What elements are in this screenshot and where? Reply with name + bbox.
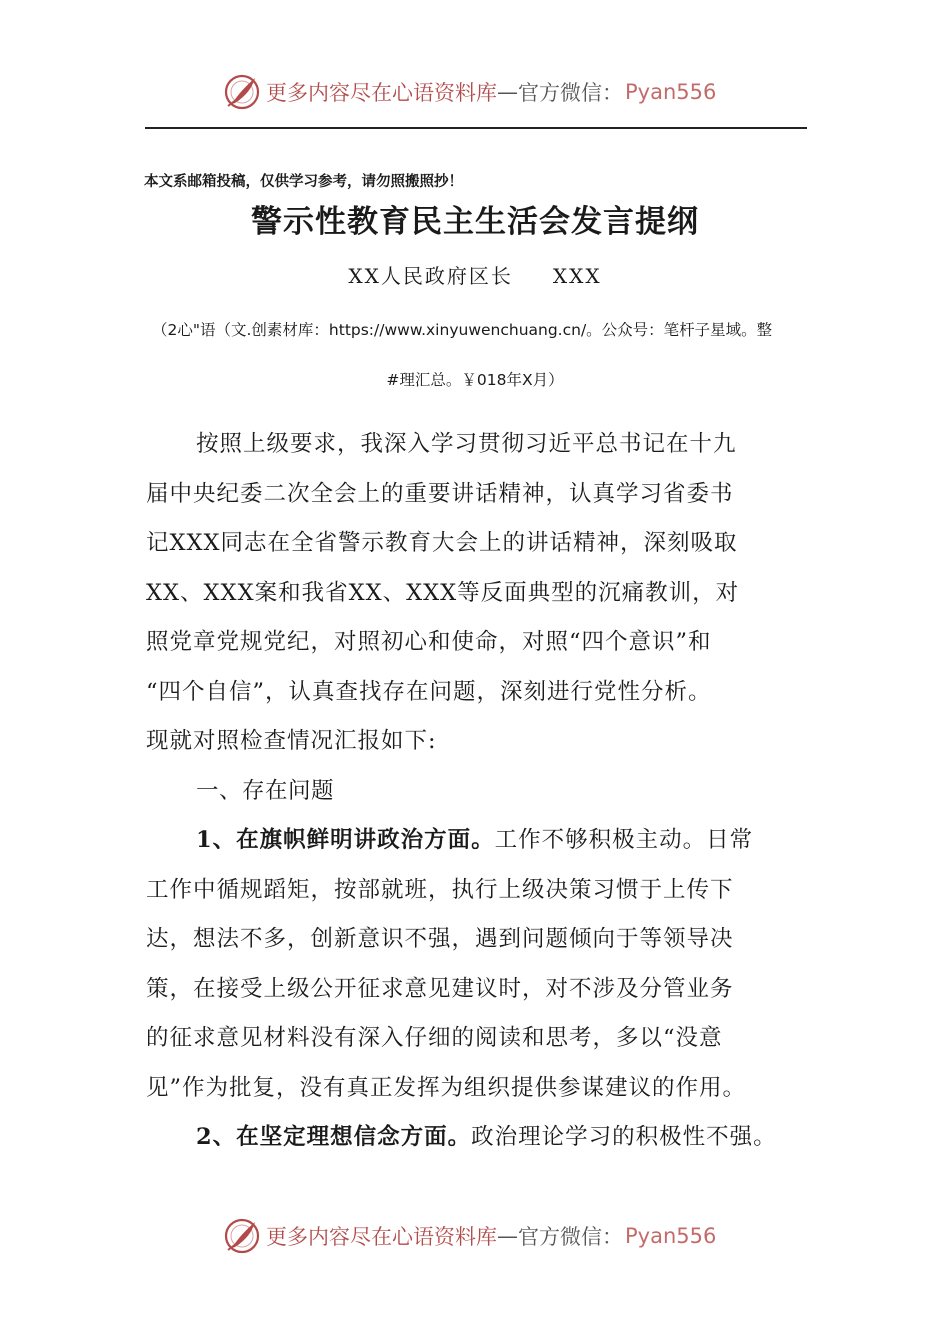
watermark-banner-top [222, 70, 716, 114]
body-line: 届中央纪委二次全会上的重要讲话精神，认真学习省委书 [146, 481, 734, 507]
watermark-separator: — [497, 1224, 518, 1248]
watermark-text: 更多内容尽在心语资料库 [266, 81, 497, 105]
author-byline [0, 260, 950, 289]
source-note-line-1: （2心"语（文.创素材库：https://www.xinyuwenchuang.cn/。公众号：笔杆子星域。整 [152, 321, 773, 339]
watermark-wechat-id: Pyan556 [625, 80, 717, 104]
body-line: 照党章党规党纪，对照初心和使命，对照“四个意识”和 [146, 629, 712, 655]
watermark-separator: — [497, 80, 518, 104]
watermark-wechat-label: 官方微信： [518, 1225, 623, 1249]
body-line: 按照上级要求，我深入学习贯彻习近平总书记在十九 [196, 431, 737, 457]
item-2-heading: 2、在坚定理想信念方面。 [196, 1124, 472, 1150]
author-position: XX人民政府区长 [348, 264, 513, 288]
item-1-line: 工作中循规蹈矩，按部就班，执行上级决策习惯于上传下 [146, 877, 734, 903]
item-1-line: 的征求意见材料没有深入仔细的阅读和思考，多以“没意 [146, 1025, 723, 1051]
body-line: 现就对照检查情况汇报如下: [146, 728, 437, 754]
section-heading: 一、存在问题 [196, 778, 335, 804]
header-divider [145, 127, 807, 129]
body-line: “四个自信”，认真查找存在问题，深刻进行党性分析。 [146, 679, 712, 705]
item-1-line: 见”作为批复，没有真正发挥为组织提供参谋建议的作用。 [146, 1075, 747, 1101]
item-1-line: 策，在接受上级公开征求意见建议时，对不涉及分管业务 [146, 976, 734, 1002]
document-title: 警示性教育民主生活会发言提纲 [251, 204, 699, 240]
item-1-heading: 1、在旗帜鲜明讲政治方面。 [196, 827, 495, 853]
watermark-banner-bottom [222, 1214, 716, 1258]
item-1-lead: 工作不够积极主动。日常 [494, 827, 754, 853]
quill-logo-icon [222, 72, 262, 112]
item-1-first-line [196, 822, 753, 854]
source-note-line-2: #理汇总。￥018年X月） [386, 371, 564, 389]
quill-logo-icon [222, 1216, 262, 1256]
watermark-text: 更多内容尽在心语资料库 [266, 1225, 497, 1249]
author-name: XXX [552, 264, 602, 288]
watermark-wechat-label: 官方微信： [518, 81, 623, 105]
watermark-wechat-id: Pyan556 [625, 1224, 717, 1248]
body-line: 记XXX同志在全省警示教育大会上的讲话精神，深刻吸取 [146, 530, 738, 556]
submission-notice: 本文系邮箱投稿，仅供学习参考，请勿照搬照抄！ [144, 173, 463, 190]
item-2-lead: 政治理论学习的积极性不强。 [471, 1124, 777, 1150]
item-2-first-line [196, 1119, 777, 1151]
item-1-line: 达，想法不多，创新意识不强，遇到问题倾向于等领导决 [146, 926, 734, 952]
body-line: XX、XXX案和我省XX、XXX等反面典型的沉痛教训，对 [146, 580, 740, 606]
